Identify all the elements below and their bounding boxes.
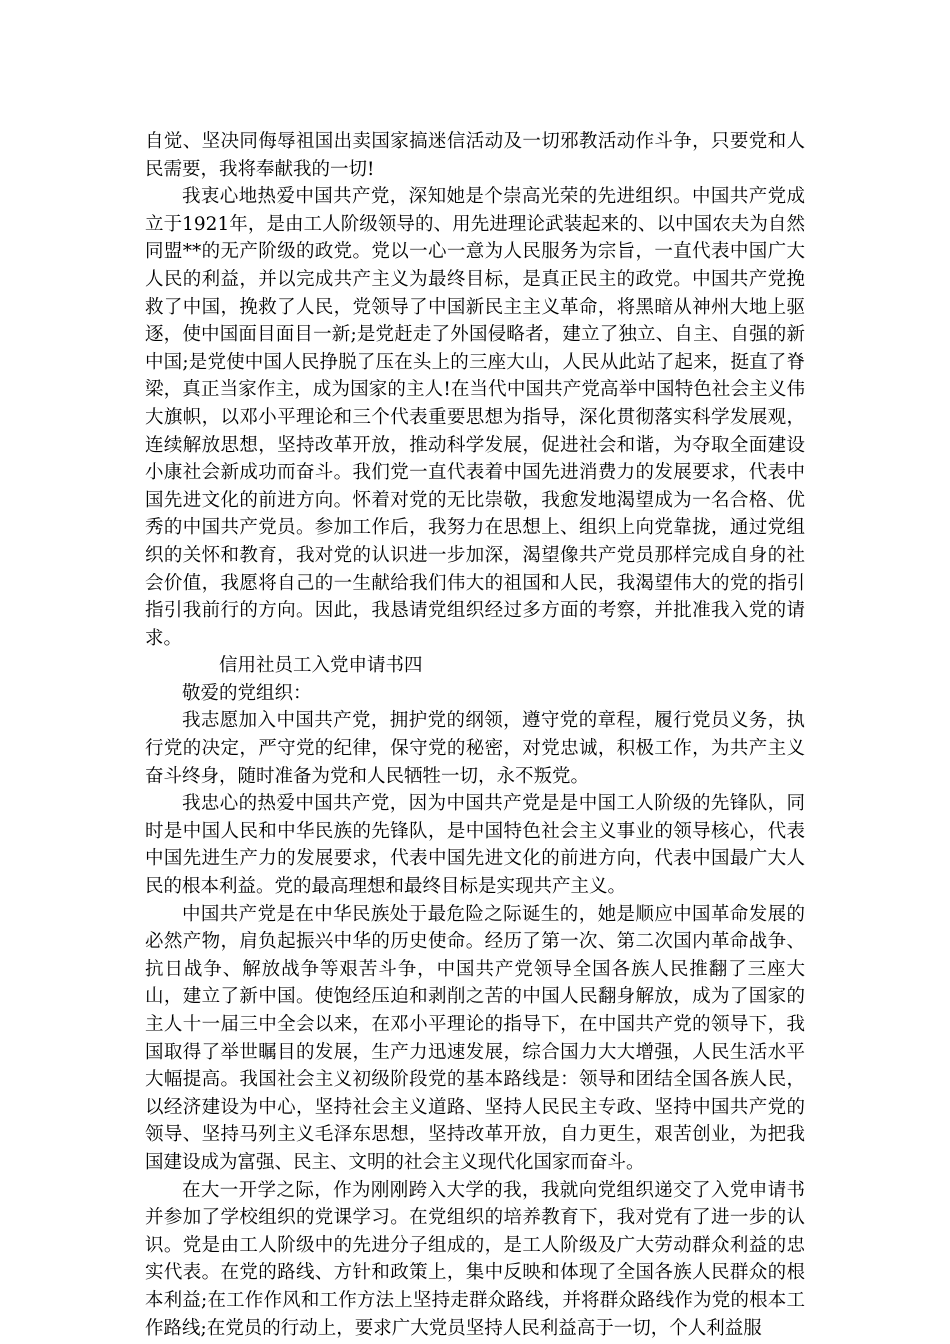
paragraph-oath: 我志愿加入中国共产党，拥护党的纲领，遵守党的章程，履行党员义务，执行党的决定，严守党的纪律，保守党的秘密，对党忠诚，积极工作，为共产主义奋斗终身，随时准备为党和人民牺牲一切，永不叛党。 xyxy=(145,710,805,787)
paragraph-love-party: 我衷心地热爱中国共产党，深知她是个崇高光荣的先进组织。中国共产党成立于1921年，是由工人阶级领导的、用先进理论武装起来的、以中国农夫为自然同盟**的无产阶级的政党。党以一心一意为人民服务为宗旨，一直代表中国广大人民的利益，并以完成共产主义为最终目标，是真正民主的政党。中国共产党挽救了中国，挽救了人民，党领导了中国新民主主义革命，将黑暗从神州大地上驱逐，使中国面目面目一新;是党赶走了外国侵略者，建立了独立、自主、自强的新中国;是党使中国人民挣脱了压在头上的三座大山，人民从此站了起来，挺直了脊梁，真正当家作主，成为国家的主人!在当代中国共产党高举中国特色社会主义伟大旗帜，以邓小平理论和三个代表重要思想为指导，深化贯彻落实科学发展观，连续解放思想，坚持改革开放，推动科学发展，促进社会和谐，为夺取全面建设小康社会新成功而奋斗。我们党一直代表着中国先进消费力的发展要求，代表中国先进文化的前进方向。怀着对党的无比崇敬，我愈发地渴望成为一名合格、优秀的中国共产党员。参加工作后，我努力在思想上、组织上向党靠拢，通过党组织的关怀和教育，我对党的认识进一步加深，渴望像共产党员那样完成自身的社会价值，我愿将自己的一生献给我们伟大的祖国和人民，我渴望伟大的党的指引指引我前行的方向。因此，我恳请党组织经过多方面的考察，并批准我入党的请求。 xyxy=(145,186,805,649)
document-body xyxy=(145,128,805,1342)
section-title: 信用社员工入党申请书四 xyxy=(219,655,423,677)
paragraph-university: 在大一开学之际，作为刚刚跨入大学的我，我就向党组织递交了入党申请书并参加了学校组织的党课学习。在党组织的培养教育下，我对党有了进一步的认识。党是由工人阶级中的先进分子组成的，是工人阶级及广大劳动群众利益的忠实代表。在党的路线、方针和政策上，集中反映和体现了全国各族人民群众的根本利益;在工作作风和工作方法上坚持走群众路线，并将群众路线作为党的根本工作路线;在党员的行动上，要求广大党员坚持人民利益高于一切，个人利益服 xyxy=(145,1179,805,1339)
paragraph-vanguard: 我忠心的热爱中国共产党，因为中国共产党是是中国工人阶级的先锋队，同时是中国人民和中华民族的先锋队，是中国特色社会主义事业的领导核心，代表中国先进生产力的发展要求，代表中国先进文化的前进方向，代表中国最广大人民的根本利益。党的最高理想和最终目标是实现共产主义。 xyxy=(145,793,805,898)
paragraph-history: 中国共产党是在中华民族处于最危险之际诞生的，她是顺应中国革命发展的必然产物，肩负起振兴中华的历史使命。经历了第一次、第二次国内革命战争、抗日战争、解放战争等艰苦斗争，中国共产党领导全国各族人民推翻了三座大山，建立了新中国。使饱经压迫和剥削之苦的中国人民翻身解放，成为了国家的主人十一届三中全会以来，在邓小平理论的指导下，在中国共产党的领导下，我国取得了举世瞩目的发展，生产力迅速发展，综合国力大大增强，人民生活水平大幅提高。我国社会主义初级阶段党的基本路线是：领导和团结全国各族人民，以经济建设为中心，坚持社会主义道路、坚持人民民主专政、坚持中国共产党的领导、坚持马列主义毛泽东思想，坚持改革开放，自力更生，艰苦创业，为把我国建设成为富强、民主、文明的社会主义现代化国家而奋斗。 xyxy=(145,903,805,1173)
paragraph-continuation: 自觉、坚决同侮辱祖国出卖国家搞迷信活动及一切邪教活动作斗争，只要党和人民需要，我将奉献我的一切! xyxy=(145,131,805,180)
salutation: 敬爱的党组织： xyxy=(182,682,312,704)
